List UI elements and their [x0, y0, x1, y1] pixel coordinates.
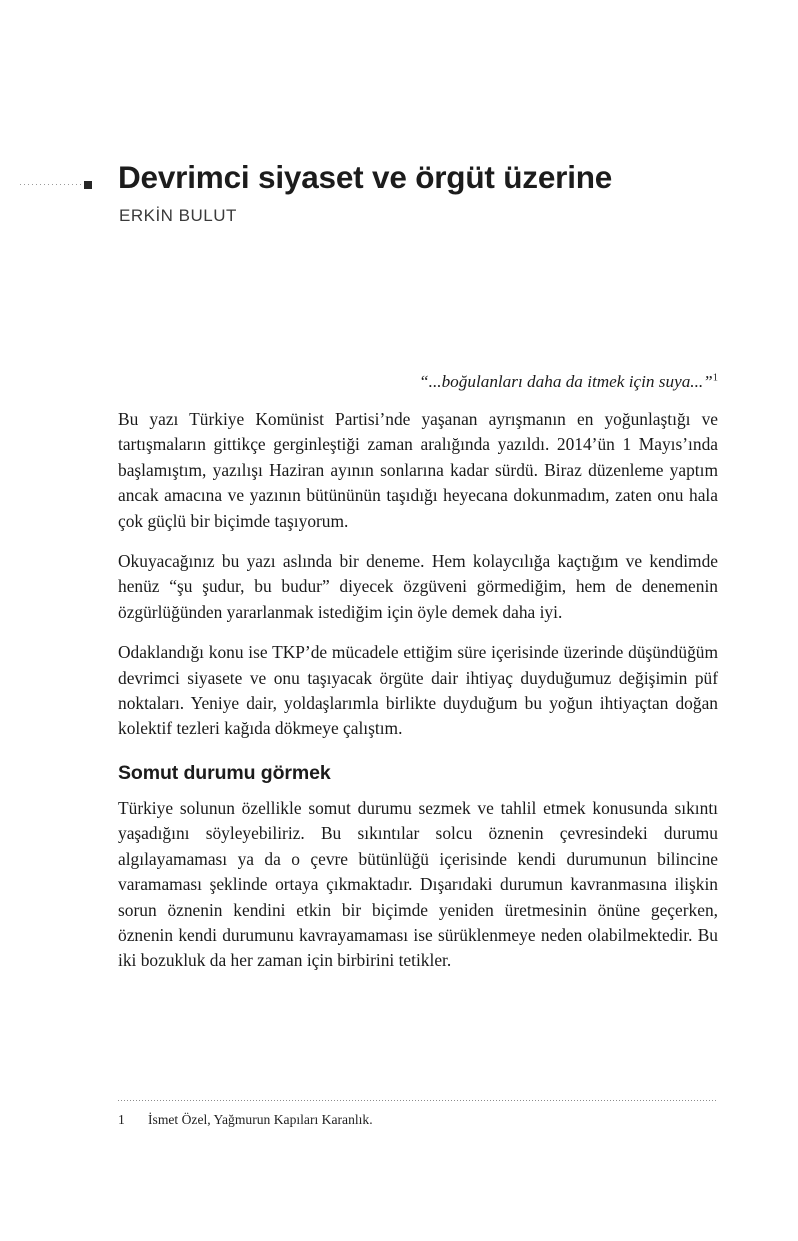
dotted-leader-line [20, 184, 82, 185]
section-heading: Somut durumu görmek [118, 761, 331, 784]
epigraph-footnote-marker: 1 [712, 372, 718, 384]
author-byline: ERKİN BULUT [119, 206, 237, 225]
footnote-number: 1 [118, 1112, 125, 1127]
page-title: Devrimci siyaset ve örgüt üzerine [118, 159, 613, 195]
body-paragraph: Okuyacağınız bu yazı aslında bir deneme. Hem kolaycılığa kaçtığım ve kendimde henüz “şu şudur, bu budur” diyecek özgüveni görmediğim, hem de denemenin özgürlüğünden yararlanmak istediğim için öyle demek daha iyi. [118, 551, 718, 622]
text-column [118, 370, 718, 974]
body-paragraph: Odaklandığı konu ise TKP’de mücadele ettiğim süre içerisinde üzerinde düşündüğüm devrimci siyasete ve onu taşıyacak örgüte dair ihtiyaç duyduğumuz değişimin püf noktaları. Yeniye dair, yoldaşlarımla birlikte duyduğum bu yoğun ihtiyaçtan doğan kolektif tezleri kağıda dökmeye çalıştım. [118, 642, 718, 739]
footnote-text: İsmet Özel, Yağmurun Kapıları Karanlık. [148, 1112, 373, 1127]
footnote-item [118, 1110, 718, 1129]
footnote-area [118, 1100, 718, 1129]
footnote-separator-rule [118, 1100, 718, 1101]
title-leader-marker [20, 180, 92, 189]
epigraph [118, 370, 718, 394]
square-bullet-icon [84, 181, 92, 189]
body-paragraph: Bu yazı Türkiye Komünist Partisi’nde yaşanan ayrışmanın en yoğunlaştığı ve tartışmaların gittikçe gerginleştiği zaman aralığında yazıldı. 2014’ün 1 Mayıs’ında başlamıştım, yazılışı Haziran ayının sonlarına kadar sürdü. Biraz düzenleme yaptım ancak amacına ve yazının bütününün taşıdığı heyecana dokunmadım, zaten onu hala çok güçlü bir biçimde taşıyorum. [118, 409, 718, 531]
epigraph-text: “...boğulanları daha da itmek için suya...” [419, 372, 713, 391]
body-paragraph: Türkiye solunun özellikle somut durumu sezmek ve tahlil etmek konusunda sıkıntı yaşadığını söyleyebiliriz. Bu sıkıntılar solcu öznenin çevresindeki durumu algılayamaması ya da o çevre bütünlüğü içerisinde kendi durumunun bilincine varamaması şeklinde ortaya çıkmaktadır. Dışarıdaki durumun kavranmasına ilişkin sorun öznenin kendini etkin bir biçimde yeniden üretmesinin önüne geçerken, öznenin kendi durumunu kavrayamaması ise sürüklenmeye neden olabilmektedir. Bu iki bozukluk da her zaman için birbirini tetikler. [118, 797, 718, 971]
